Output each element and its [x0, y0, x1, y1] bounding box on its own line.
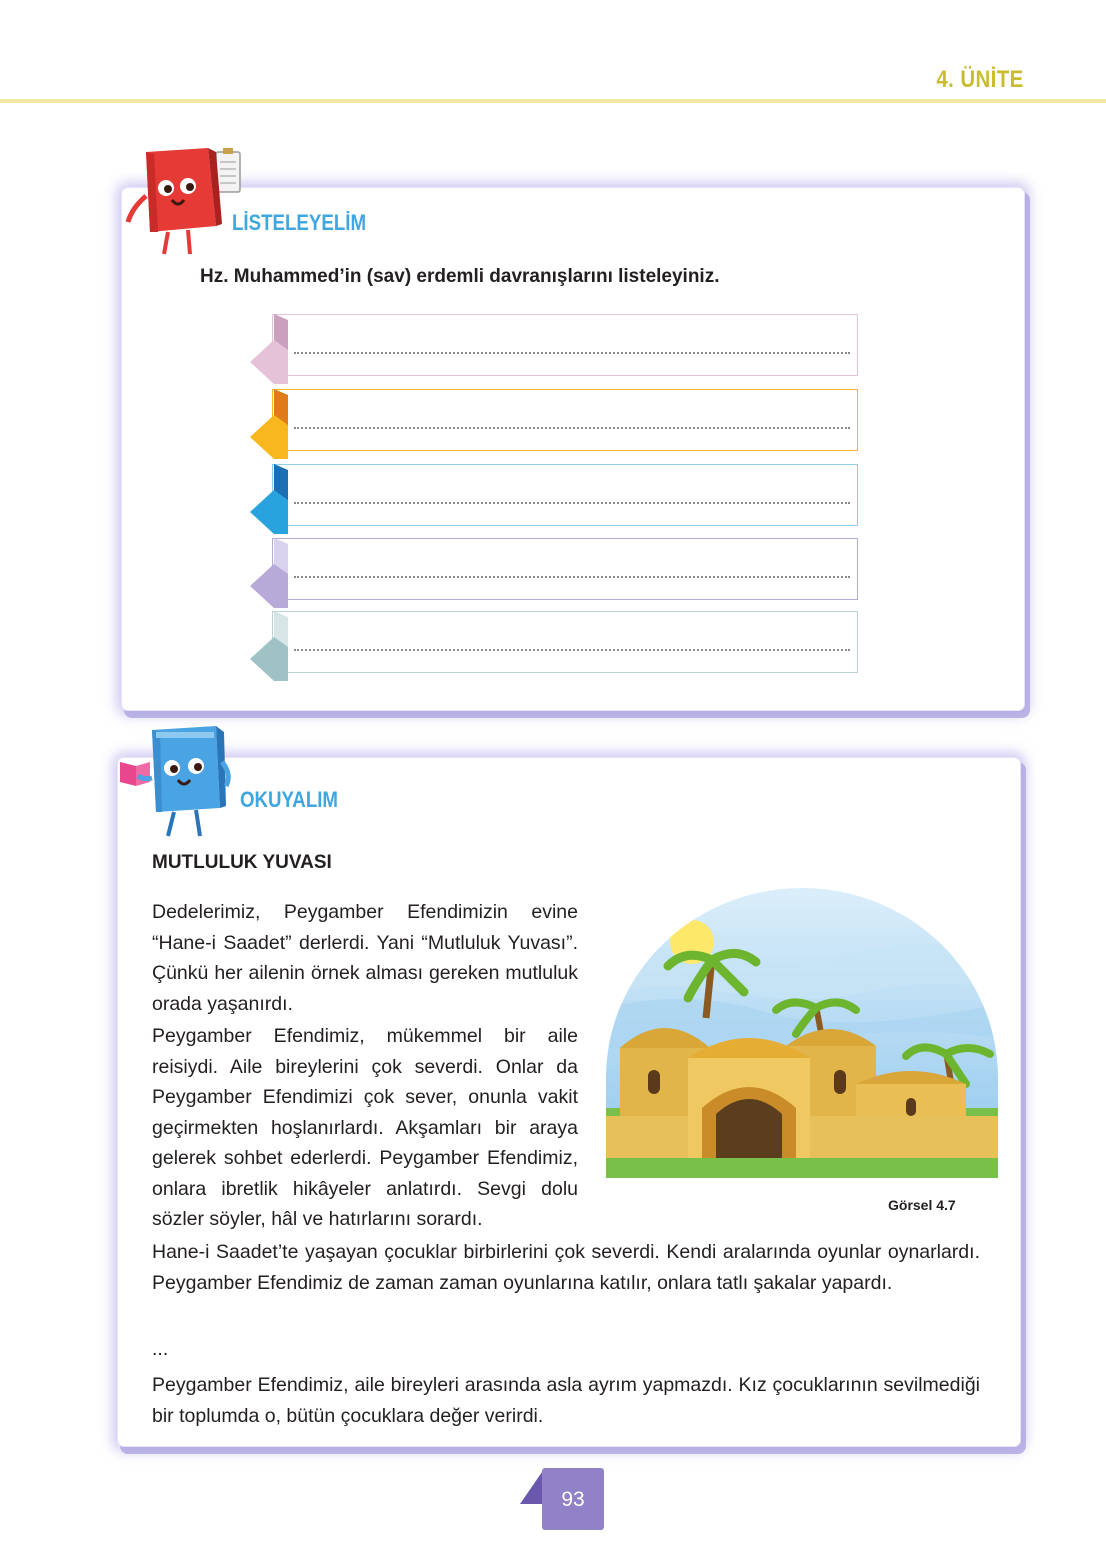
house-illustration: [606, 888, 998, 1178]
answer-line-3[interactable]: [294, 484, 850, 504]
header-rule: [0, 99, 1106, 103]
list-row-3[interactable]: [250, 464, 858, 526]
answer-line-5[interactable]: [294, 631, 850, 651]
image-caption: Görsel 4.7: [888, 1197, 956, 1213]
list-row-2[interactable]: [250, 389, 858, 451]
reading-paragraph-3: Hane-i Saadet’te yaşayan çocuklar birbirlerini çok severdi. Kendi aralarında oyunlar oynarlardı. Peygamber Efendimiz de zaman zaman oyunlarına katılır, onlara tatlı şakalar yapardı.: [152, 1241, 980, 1294]
answer-line-4[interactable]: [294, 558, 850, 578]
list-flag-icon: [250, 389, 288, 459]
reading-paragraph-5: Peygamber Efendimiz, aile bireyleri arasında asla ayrım yapmazdı. Kız çocuklarının sevilmediği bir toplumda o, bütün çocuklara değer verirdi.: [152, 1374, 980, 1427]
unit-label: 4. ÜNİTE: [936, 66, 1024, 93]
reading-paragraph-1: Dedelerimiz, Peygamber Efendimizin evine “Hane-i Saadet” derlerdi. Yani “Mutluluk Yuvası”. Çünkü her ailenin örnek alması gereken mutluluk orada yaşanırdı.: [152, 901, 578, 1015]
listeleyelim-title: LİSTELEYELİM: [232, 210, 367, 235]
reading-paragraph-2: Peygamber Efendimiz, mükemmel bir aile reisiydi. Aile bireylerini çok severdi. Onlar da Peygamber Efendimizi çok sever, onunla vakit geçirmekten hoşlanırlardı. Akşamları bir araya gelerek sohbet ederlerdi. Peygamber Efendimiz, onlara ibretlik hikâyeler anlatırdı. Sevgi dolu sözler söyler, hâl ve hatırlarını sorardı.: [152, 1025, 578, 1230]
reading-ellipsis: ...: [152, 1338, 169, 1360]
list-instruction: Hz. Muhammed’in (sav) erdemli davranışlarını listeleyiniz.: [200, 266, 720, 287]
list-flag-icon: [250, 611, 288, 681]
answer-line-1[interactable]: [294, 334, 850, 354]
list-flag-icon: [250, 464, 288, 534]
list-row-1[interactable]: [250, 314, 858, 376]
list-row-4[interactable]: [250, 538, 858, 600]
reading-heading: MUTLULUK YUVASI: [152, 852, 332, 873]
okuyalim-title: OKUYALIM: [240, 787, 339, 812]
list-flag-icon: [250, 314, 288, 384]
blue-book-mascot-icon: [116, 722, 234, 842]
list-row-5[interactable]: [250, 611, 858, 673]
answer-line-2[interactable]: [294, 409, 850, 429]
page-number: 93: [561, 1488, 585, 1511]
red-book-mascot-icon: [124, 146, 244, 258]
list-flag-icon: [250, 538, 288, 608]
